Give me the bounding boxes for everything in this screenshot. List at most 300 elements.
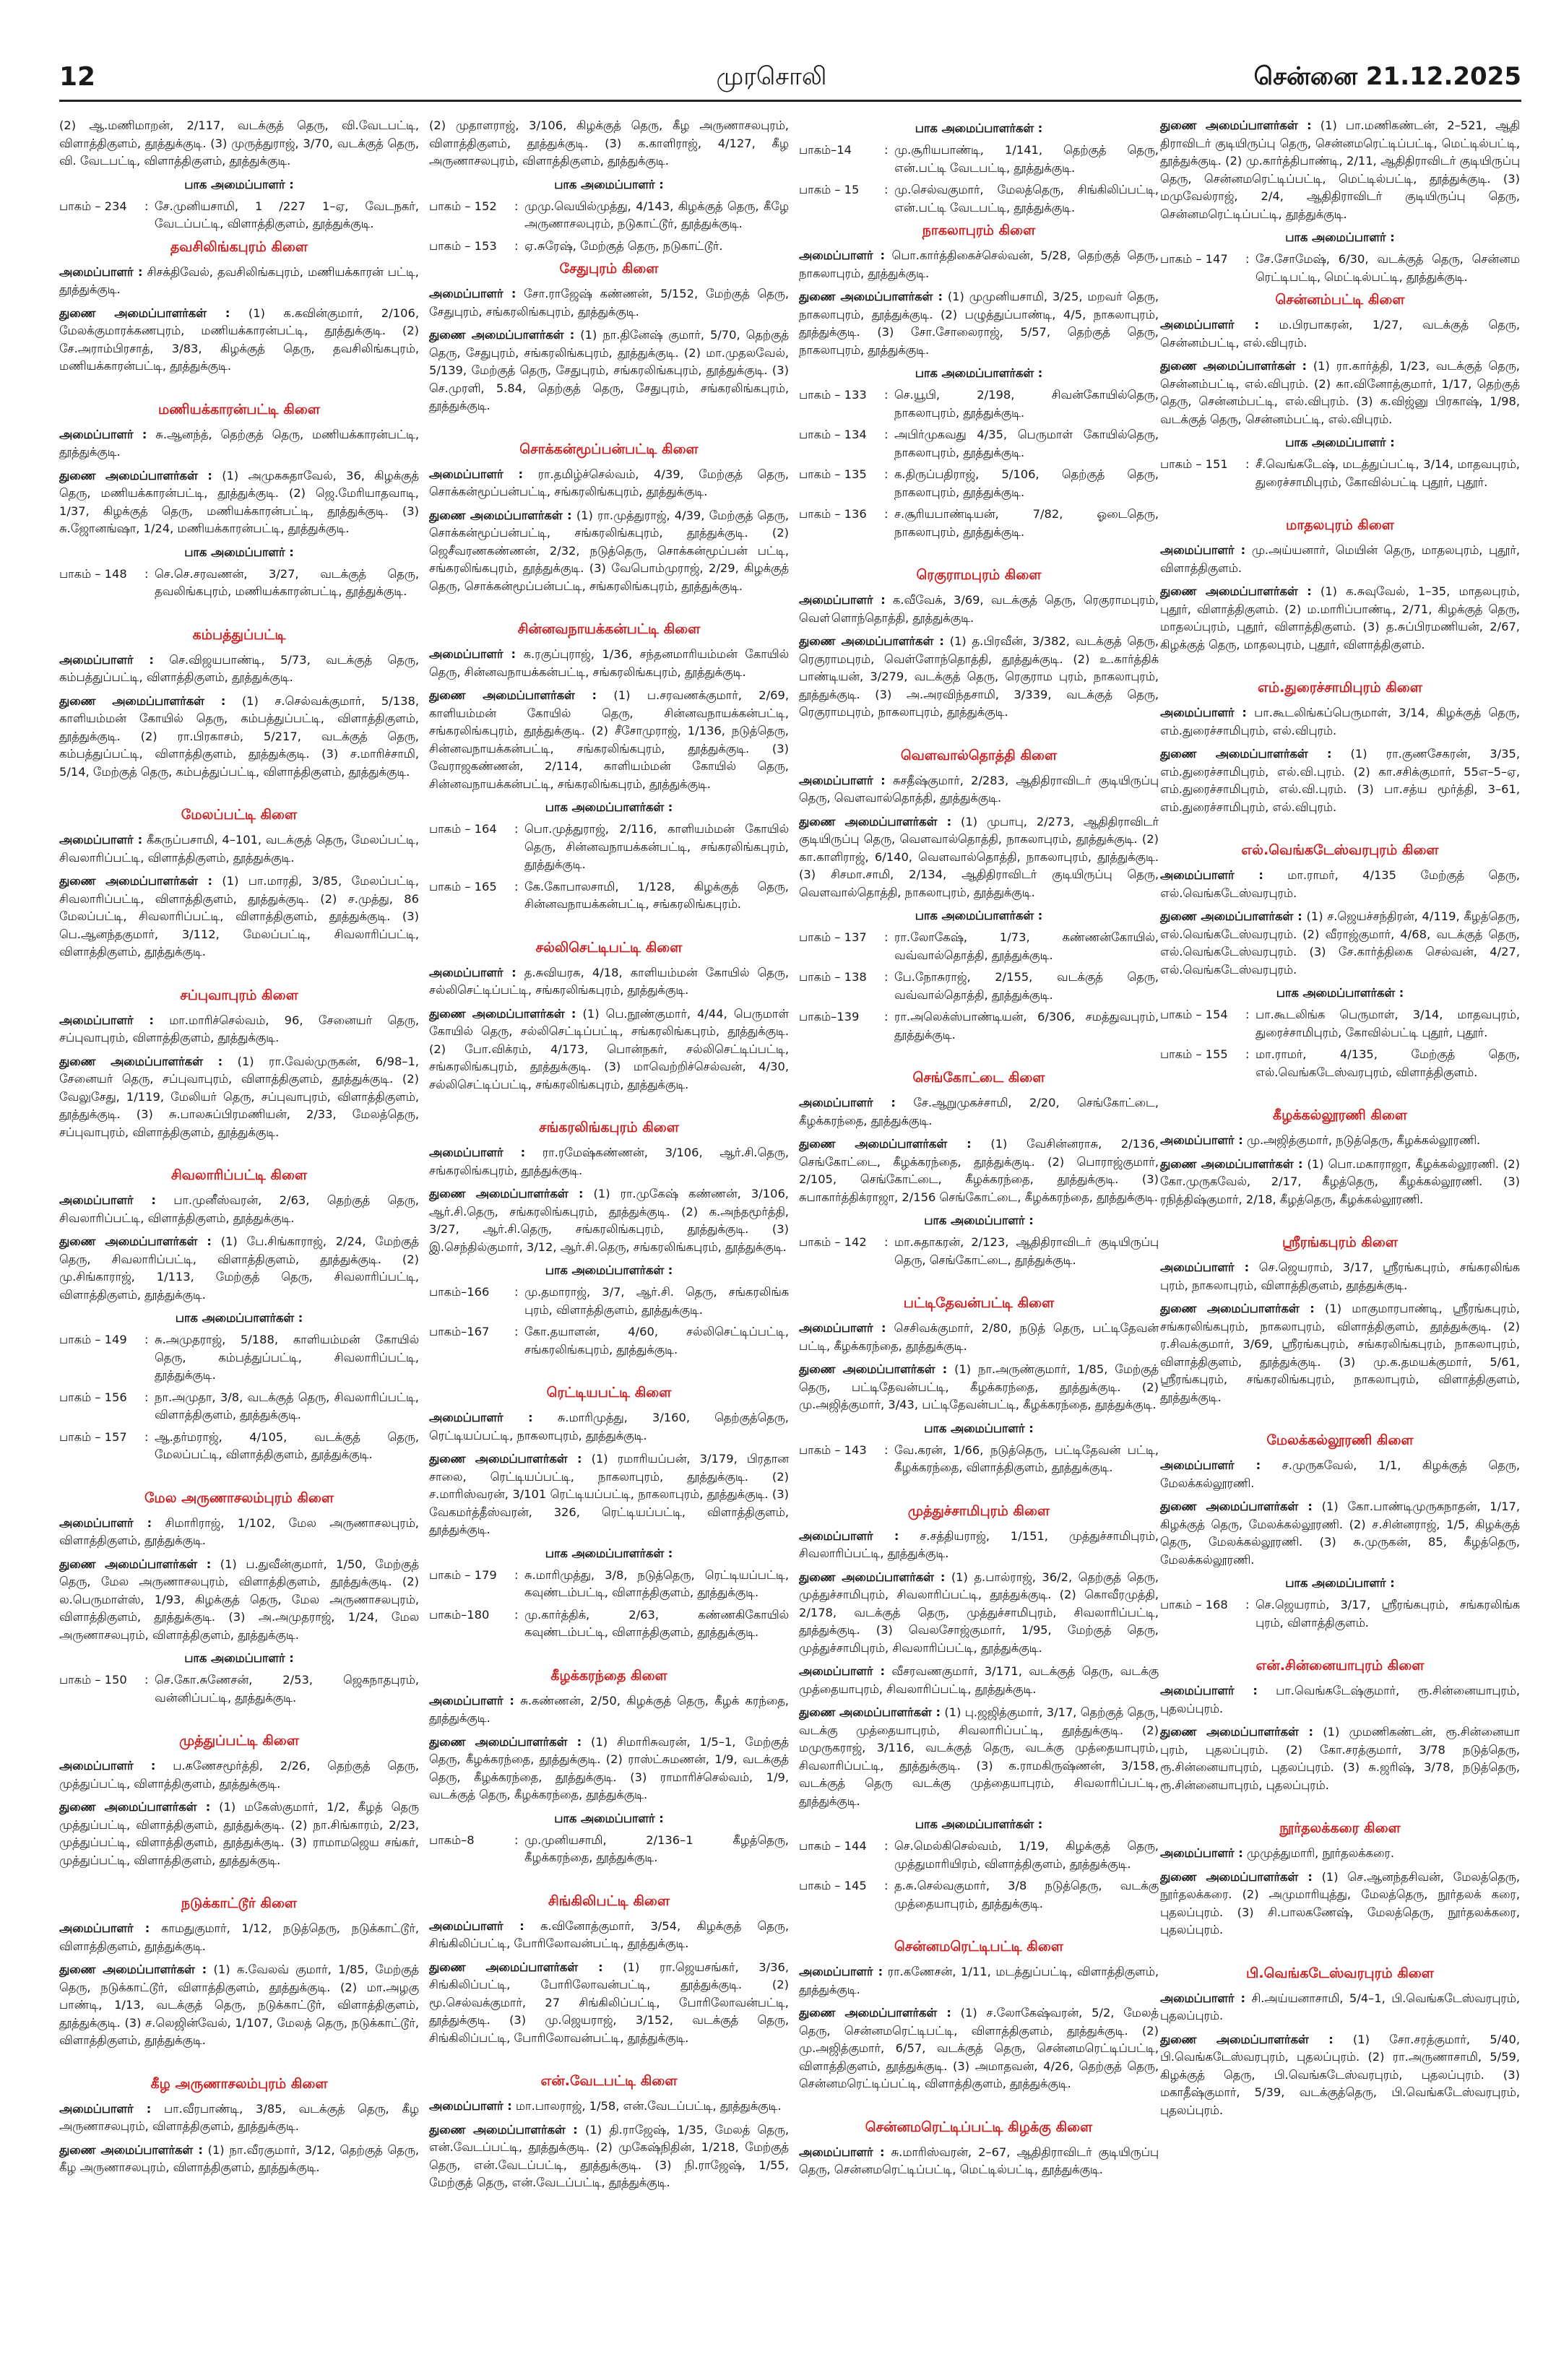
entry-paragraph [429,1005,789,1094]
role-label: அமைப்பாளர் : [59,427,147,441]
entry-text: (1) பு.ஜஜித்குமார், 3/17, தெற்குத் தெரு, வடக்கு முத்தையாபுரம், சிவலாரிப்பட்டி, தூத்துக்குடி. (2) மமுருகராஜ், 3/116, வடக்குத் தெரு, வடக்கு முத்தையாபுரம், சிவலாரிப்பட்டி, தூத்துக்குடி. (3) க.ராமகிருஷ்ணன், 3/158, வடக்குத் தெரு வடக்கு முத்தையாபுரம், சிவலாரிப்பட்டி, தூத்துக்குடி. [799,1705,1159,1808]
booth-entry: பொ.முத்துராஜ், 2/116, காளியம்மன் கோயில் தெரு, சின்னவநாயக்கன்பட்டி, சங்கரலிங்கபுரம், தூத்துக்குடி. [524,822,789,871]
branch-heading: சல்லிசெட்டிபட்டி கிளை [535,939,683,956]
role-label: அமைப்பாளர் : [799,2145,885,2159]
entry-paragraph [799,247,1159,282]
role-label: துணை அமைப்பாளர்கள் : [59,1800,211,1814]
entry-paragraph [59,652,419,687]
branch-heading: கம்பத்துப்பட்டி [192,626,286,643]
branch-section [1160,1656,1520,1794]
booth-colon: : [884,1839,889,1853]
branch-section [1160,1964,1520,2120]
booth-row [799,1234,1159,1269]
role-label: அமைப்பாளர் : [799,773,886,787]
entry-text: செ.விஜயபாண்டி, 5/73, வடக்குத் தெரு, கம்பத்துப்பட்டி, விளாத்திகுளம், தூத்துக்குடி. [59,652,419,684]
branch-heading: ரெகுராமபுரம் கிளை [916,567,1042,583]
role-label: அமைப்பாளர் : [59,1515,152,1530]
entry-paragraph [59,467,419,538]
booth-colon: : [884,143,889,157]
role-label: துணை அமைப்பாளர்கள் : [799,2006,951,2020]
header-rule [59,100,1521,102]
booth-row [429,878,789,914]
sub-heading: பாக அமைப்பாளர்கள் : [915,909,1043,922]
branch-heading: நடுக்காட்டூர் கிளை [181,1895,298,1911]
entry-text: (1) க.கவின்குமார், 2/106, மேலக்குமாரக்கணபுரம், மணியக்காரன்பட்டி, தூத்துக்குடி. (2) சே.அராம்பிரசாத், 3/83, கிழக்குத் தெரு, தவசிலிங்கபுரம், மணியக்காரன்பட்டி, தூத்துக்குடி. [59,306,419,373]
branch-section [59,1894,419,2050]
entry-text: (1) ச.லோகேஷ்வரன், 5/2, மேலத் தெரு, சென்னமரெட்டிபட்டி, விளாத்திகுளம், தூத்துக்குடி. (2) மு.அஜித்குமார், 6/57, வடக்குத் தெரு, சென்னமரெட்டிப்பட்டி, விளாத்திகுளம், தூத்துக்குடி. (3) அமாதவன், 4/26, தெற்குத் தெரு, சென்னமரெட்டிப்பட்டி, விளாத்திகுளம், தூத்துக்குடி. [799,2006,1159,2090]
entry-paragraph [59,1961,419,2050]
entry-text: ப.கணேசமூர்த்தி, 2/26, தெற்குத் தெரு, முத்துப்பட்டி, விளாத்திகுளம், தூத்துக்குடி. [59,1759,419,1791]
entry-text: (1) நா.தினேஷ் குமார், 5/70, தெற்குத் தெரு, சேதுபுரம், சங்கரலிங்கபுரம், தூத்துக்குடி. (2) மா.முதலவேல், 5/139, மேற்குத் தெரு, சேதுபுரம், சங்கரலிங்கபுரம், தூத்துக்குடி. (3) செ.முரளி, 5.84, தெற்குத் தெரு, சேதுபுரம், சங்கரலிங்கபுரம், தூத்துக்குடி. [429,328,789,412]
branch-section [59,986,419,1142]
entry-paragraph [799,1663,1159,1698]
entry-text: பொ.கார்த்திகைச்செல்வன், 5/28, தெற்குத் தெரு, நாகலாபுரம், தூத்துக்குடி. [799,248,1159,280]
booth-number: பாகம் – 143 [799,1442,867,1457]
entry-paragraph [429,117,789,170]
entry-paragraph [59,1012,419,1047]
booth-row [429,821,789,874]
entry-paragraph [59,1515,419,1550]
entry-paragraph [1160,1990,1520,2025]
booth-entry: சே.முனியசாமி, 1 /227 1–ஏ, வேடநகர், வேடப்பட்டி, விளாத்திகுளம், தூத்துக்குடி. [155,199,419,230]
sub-heading: பாக அமைப்பாளர்கள் : [1276,986,1404,1000]
branch-heading: கீழக்கல்லூரணி கிளை [1272,1107,1408,1123]
booth-entry: ச.சூரியபாண்டியன், 7/82, ஓடைதெரு, நாகலாபுரம், தூத்துக்குடி. [894,507,1159,539]
entry-text: (1) ப.துவீன்குமார், 1/50, மேற்குத் தெரு, மேல அருணாசலபுரம், விளாத்திகுளம், தூத்துக்குடி. (2) ல.பெருமாள்ஸ், 1/93, கிழக்குத் தெரு, மேல அருணாசலபுரம், விளாத்திகுளம், தூத்துக்குடி. (3) அ.அமுதராஜ், 1/24, மேல அருணாசலபுரம், விளாத்திகுளம், தூத்துக்குடி. [59,1557,419,1642]
entry-paragraph [799,2144,1159,2179]
entry-text: க.ரகுப்புராஜ், 1/36, சந்தனமாரியம்மன் கோயில் தெரு, சின்னவநாயக்கன்பட்டி, சங்கரலிங்கபுரம், தூத்துக்குடி. [429,647,789,679]
entry-text: (1) பெ.நூண்குமார், 4/44, பெருமாள் கோயில் தெரு, சல்லிசெட்டிப்பட்டி, சங்கரலிங்கபுரம், தூத்துக்குடி. (2) போ.விக்ரம், 4/173, பொன்நகர், சல்லிசெட்டிப்பட்டி, சங்கரலிங்கபுரம், தூத்துக்குடி. (3) மாவெற்றிச்செல்வன், 4/30, சல்லிசெட்டிப்பட்டி, சங்கரலிங்கபுரம், தூத்துக்குடி. [429,1006,789,1091]
booth-colon: : [884,428,889,441]
booth-colon: : [514,1325,519,1338]
booth-colon: : [884,1879,889,1892]
branch-section [59,1489,419,1708]
role-label: துணை அமைப்பாளர்கள் : [59,874,213,888]
entry-text: ம.பிரபாகரன், 1/27, வடக்குத் தெரு, சென்னம்பட்டி, எல்.விபுரம். [1160,318,1520,350]
sub-heading: பாக அமைப்பாளர்கள் : [915,121,1043,135]
role-label: அமைப்பாளர் : [1160,1458,1261,1472]
role-label: அமைப்பாளர் : [799,248,886,262]
branch-heading: மேலக்கல்லூரணி கிளை [1266,1432,1414,1448]
entry-paragraph [1160,316,1520,352]
entry-text: சுசதீஷ்குமார், 2/283, ஆதிதிராவிடர் குடியிருப்பு தெரு, வெளவால்தொத்தி, தூத்துக்குடி. [799,773,1159,805]
booth-row [799,142,1159,177]
entry-paragraph [799,772,1159,808]
entry-paragraph [1160,117,1520,223]
branch-heading: ரெட்டியபட்டி கிளை [546,1385,672,1401]
role-label: அமைப்பாளர் : [429,1411,533,1424]
entry-text: சோ.ராஜேஷ் கண்ணன், 5/152, மேற்குத் தெரு, சேதுபுரம், சங்கரலிங்கபுரம், தூத்துக்குடி. [429,287,789,319]
role-label: துணை அமைப்பாளர்கள் : [429,1734,582,1749]
branch-section [799,1294,1159,1477]
entry-paragraph [59,1233,419,1304]
sub-heading: பாக அமைப்பாளர்கள் : [545,1546,673,1560]
role-label: துணை அமைப்பாளர்கள் : [1160,909,1302,923]
booth-row [799,1442,1159,1477]
booth-row [799,506,1159,541]
branch-heading: எல்.வெங்கடேஸ்வரபுரம் கிளை [1241,842,1439,858]
role-label: துணை அமைப்பாளர்கள் : [59,2142,203,2157]
branch-heading: என்.வேடபட்டி கிளை [540,2073,678,2089]
role-label: துணை அமைப்பாளர்கள் : [59,306,230,320]
booth-number: பாகம்–8 [429,1832,475,1847]
branch-section [429,620,789,914]
column-1 [59,117,419,2360]
role-label: அமைப்பாளர் : [799,1965,883,1978]
branch-heading: பட்டிதேவன்பட்டி கிளை [903,1295,1055,1311]
role-label: அமைப்பாளர் : [1160,1133,1243,1147]
booth-number: பாகம் – 142 [799,1235,867,1249]
entry-paragraph [1160,1869,1520,1939]
booth-number: பாகம் – 150 [59,1673,127,1687]
booth-entry: பே.நோசுராஜ், 2/155, வடக்குத் தெரு, வவ்வால்தொத்தி, தூத்துக்குடி. [894,970,1159,1002]
role-label: துணை அமைப்பாளர்கள் : [59,693,226,708]
entry-text: காமதுகுமார், 1/12, நடுத்தெரு, நடுக்காட்டூர், விளாத்திகுளம், தூத்துக்குடி. [59,1921,419,1953]
entry-text: (1) த.பால்ராஜ், 36/2, தெற்குத் தெரு, முத்துச்சாமிபுரம், சிவலாரிப்பட்டி, தூத்துக்குடி. (2) கொவீரமுத்தி, 2/178, வடக்குத் தெரு, முத்துச்சாமிபுரம், சிவலாரிப்பட்டி, தூத்துக்குடி. (3) வெலசோஜ்குமார், 1/95, மேற்குத் தெரு, முத்துச்சாமிபுரம், சிவலாரிப்பட்டி, தூத்துக்குடி. [799,1570,1159,1655]
branch-section [429,440,789,596]
entry-text: மா.பாலராஜ், 1/58, என்.வேடப்பட்டி, தூத்துக்குடி. [515,2099,782,2113]
booth-entry: சே.சோமேஷ், 6/30, வடக்குத் தெரு, சென்னம ரெட்டிபட்டி, மெட்டில்பட்டி, தூத்துக்குடி. [1255,252,1520,284]
role-label: அமைப்பாளர் : [1160,1260,1250,1274]
entry-text: சு.ஆனந்த், தெற்குத் தெரு, மணியக்காரன்பட்டி, தூத்துக்குடி. [59,427,419,459]
entry-text: மா.மாரிச்செல்வம், 96, சேனையர் தெரு, சப்புவாபுரம், விளாத்திகுளம், தூத்துக்குடி. [59,1013,419,1044]
role-label: துணை அமைப்பாளர்கள் : [429,1960,603,1974]
role-label: துணை அமைப்பாளர்கள் : [1160,747,1332,761]
entry-paragraph [429,964,789,1000]
branch-section [429,259,789,415]
branch-section [1160,1106,1520,1208]
branch-section [1160,290,1520,491]
role-label: துணை அமைப்பாளர்கள் : [429,1187,584,1200]
entry-text: ரா.தமிழ்ச்செல்வம், 4/39, மேற்குத் தெரு, சொக்கன்மூப்பன்பட்டி, சங்கரலிங்கபுரம், தூத்துக்குடி. [429,467,789,498]
role-label: துணை அமைப்பாளர்கள் : [1160,1869,1313,1884]
sub-heading: பாக அமைப்பாளர் : [924,1213,1034,1227]
booth-row [799,426,1159,462]
sub-heading: பாக அமைப்பாளர் : [554,177,664,191]
branch-heading: பி.வெங்கடேஸ்வரபுரம் கிளை [1246,1965,1434,1981]
entry-text: சு.மாரிஸ்வரன், 2–67, ஆதிதிராவிடர் குடியிருப்பு தெரு, சென்னமரெட்டிப்பட்டி, மெட்டில்பட்டி, தூத்துக்குடி. [799,2145,1159,2176]
role-label: துணை அமைப்பாளர்கள் : [1160,1302,1315,1315]
role-label: துணை அமைப்பாளர்கள் : [429,508,572,522]
booth-entry: சு.அமுதராஜ், 5/188, காளியம்மன் கோயில் தெரு, கம்பத்துப்பட்டி, சிவலாரிப்பட்டி, தூத்துக்குடி. [155,1333,419,1382]
branch-heading: கீழக்கரந்தை கிளை [550,1667,667,1684]
entry-text: ரா.ரமேஷ்கண்ணன், 3/106, ஆர்.சி.தெரு, சங்கரலிங்கபுரம், தூத்துக்குடி. [429,1146,789,1177]
entry-paragraph [799,1094,1159,1130]
booth-row [799,466,1159,501]
branch-heading: சேதுபுரம் கிளை [559,261,659,277]
role-label: துணை அமைப்பாளர்கள் : [1160,1156,1303,1171]
entry-paragraph [429,1409,789,1445]
entry-text: சி.அய்யனாசாமி, 5/4–1, பி.வெங்கடேஸ்வரபுரம், புதலப்புரம். [1160,1991,1520,2022]
branch-heading: முத்துச்சாமிபுரம் கிளை [907,1502,1050,1519]
role-label: துணை அமைப்பாளர்கள் : [1160,584,1312,598]
booth-row [429,1323,789,1359]
booth-number: பாகம் – 137 [799,930,867,944]
branch-heading: நாகலாபுரம் கிளை [922,222,1036,238]
booth-row [429,1606,789,1642]
entry-text: (1) வேசின்னராசு, 2/136, செங்கோட்டை, கீழக்கரந்தை, தூத்துக்குடி. (2) பொராஜ்குமார், 2/105, செங்கோட்டை, கீழக்கரந்தை, தூத்துக்குடி. (3) சுபாகார்த்திக்ராஜா, 2/156 செங்கோட்டை, கீழக்கரந்தை, தூத்துக்குடி. [799,1137,1159,1204]
entry-text: (1) ரா.கார்த்தி, 1/23, வடக்குத் தெரு, சென்னம்பட்டி, எல்.விபுரம். (2) கா.வினோத்குமார், 1/17, தெற்குத் தெரு, சென்னம்பட்டி, எல்.விபுரம். (3) க.விஜ்னு பிரகாஷ், 1/98, வடக்குத் தெரு, சென்னம்பட்டி, எல்.விபுரம். [1160,359,1520,426]
entry-paragraph [799,1528,1159,1563]
branch-heading: கீழ அருணாசலம்புரம் கிளை [150,2075,328,2092]
entry-text: (1) ப.சரவணக்குமார், 2/69, காளியம்மன் கோயில் தெரு, சின்னவநாயக்கன்பட்டி, சங்கரலிங்கபுரம், தூத்துக்குடி. (2) சீசோமுராஜ், 1/136, நடுத்தெரு, சின்னவநாயக்கன்பட்டி, சங்கரலிங்கபுரம், தூத்துக்குடி. (3) வேராஜகண்ணன், 2/114, காளியம்மன் கோயில் தெரு, சின்னவநாயக்கன்பட்டி, சங்கரலிங்கபுரம், தூத்துக்குடி. [429,688,789,791]
booth-entry: ஏ.சுரேஷ், மேற்குத் தெரு, நடுகாட்டூர். [524,238,723,253]
entry-paragraph [799,1361,1159,1414]
entry-paragraph [59,1757,419,1793]
booth-number: பாகம் – 152 [429,199,497,213]
entry-paragraph [1160,745,1520,816]
entry-text: மு.அஜித்குமார், நடுத்தெரு, கீழக்கல்லூரணி. [1246,1133,1481,1147]
entry-text: (1) மகேஸ்குமார், 1/2, கீழத் தெரு முத்துப்பட்டி, விளாத்திகுளம், தூத்துக்குடி. (2) நா.சிங்காரம், 2/23, முத்துப்பட்டி, விளாத்திகுளம், தூத்துக்குடி. (3) ராமாமஜெய சங்கர், முத்துப்பட்டி, விளாத்திகுளம், தூத்துக்குடி. [59,1800,419,1867]
booth-entry: ஆ.தர்மராஜ், 4/105, வடக்குத் தெரு, மேலப்பட்டி, விளாத்திகுளம், தூத்துக்குடி. [155,1429,419,1461]
sub-heading: பாக அமைப்பாளர் : [1285,436,1395,449]
booth-row [59,1429,419,1464]
branch-heading: என்.சின்னையாபுரம் கிளை [1255,1658,1425,1674]
entry-paragraph [429,1692,789,1728]
role-label: துணை அமைப்பாளர்கள் : [429,328,575,342]
role-label: அமைப்பாளர் : [799,593,886,607]
entry-text: (1) பே.சிங்காராஜ், 2/24, மேற்குத் தெரு, சிவலாரிப்பட்டி, விளாத்திகுளம், தூத்துக்குடி. (2) மு.சிங்காராஜ், 1/113, மேற்குத் தெரு, சிவலாரிப்பட்டி, விளாத்திகுளம், தூத்துக்குடி. [59,1234,419,1302]
booth-row [1160,456,1520,491]
entry-text: (1) நா.அருண்குமார், 1/85, மேற்குத் தெரு, பட்டிதேவன்பட்டி, கீழக்கரந்தை, தூத்துக்குடி. (2) மு.அஜித்குமார், 3/43, பட்டிதேவன்பட்டி, கீழக்கரந்தை, தூத்துக்குடி. [799,1362,1159,1411]
booth-entry: மு.சூரியபாண்டி, 1/141, தெற்குத் தெரு, என்.பட்டி வேடபட்டி, தூத்துக்குடி. [894,143,1159,175]
entry-text: (1) ச.ஜெயச்சந்திரன், 4/119, கீழத்தெரு, எல்.வெங்கடேஸ்வரபுரம். (2) வீராஜ்குமார், 4/68, வடக்குத் தெரு, எல்.வெங்கடேஸ்வரபுரம். (3) சே.கார்த்திகை செல்வன், 4/27, எல்.வெங்கடேஸ்வரபுரம். [1160,909,1520,977]
role-label: துணை அமைப்பாளர்கள் : [799,634,944,648]
entry-paragraph [799,1704,1159,1810]
entry-text: பா.கூடலிங்கப்பெருமாள், 3/14, கிழக்குத் தெரு, எம்.துரைச்சாமிபுரம், எல்.விபுரம். [1160,706,1520,737]
entry-paragraph [429,1185,789,1256]
entry-paragraph [59,831,419,867]
branch-section [429,1666,789,1867]
branch-section [799,746,1159,1044]
branch-section [1160,841,1520,1081]
booth-number: பாகம் – 154 [1160,1008,1228,1021]
branch-heading: சங்கரலிங்கபுரம் கிளை [539,1120,679,1135]
role-label: அமைப்பாளர் : [59,1759,156,1773]
entry-text: ச.சத்தியராஜ், 1/151, முத்துச்சாமிபுரம், சிவலாரிப்பட்டி, தூத்துக்குடி. [799,1528,1159,1560]
booth-row [799,969,1159,1004]
booth-number: பாகம்–180 [429,1607,490,1622]
booth-colon: : [884,970,889,984]
branch-section [429,938,789,1094]
booth-number: பாகம் – 134 [799,428,867,441]
entry-text: (1) ரா.குணசேகரன், 3/35, எம்.துரைச்சாமிபுரம், எல்.வி.புரம். (2) கா.சசிக்குமார், 55எ–5–ஏ, எம்.துரைச்சாமிபுரம், எல்.வி.புரம். (3) பா.சத்ய மூர்த்தி, 3–61, எம்.துரைச்சாமிபுரம், எல்.விபுரம். [1160,747,1520,814]
branch-heading: மணியக்காரன்பட்டி கிளை [157,401,320,417]
entry-paragraph [59,1920,419,1955]
entry-text: ரா.கணேசன், 1/11, மடத்துப்பட்டி, விளாத்திகுளம், தூத்துக்குடி. [799,1965,1159,1996]
entry-text: (1) நா.வீரகுமார், 3/12, தெற்குத் தெரு, கீழ அருணாசலபுரம், விளாத்திகுளம், தூத்துக்குடி. [59,2142,419,2174]
entry-paragraph [59,2142,419,2177]
booth-colon: : [144,566,149,581]
entry-text: பா.வெங்கடேஷ்குமார், ரூ.சின்னையாபுரம், புதலப்புரம். [1160,1684,1520,1715]
booth-colon: : [514,1567,519,1582]
role-label: அமைப்பாளர் : [799,1321,886,1335]
booth-entry: த.சு.செல்வகுமார், 3/8 நடுத்தெரு, வடக்கு முத்தையாபுரம், தூத்துக்குடி. [894,1879,1159,1911]
booth-row [59,566,419,601]
entry-text: (1) பொ.மகாராஜா, கீழக்கல்லூரணி. (2) கோ.முருகவேல், 2/17, கீழத்தெரு, கீழக்கல்லூரணி. (3) ரநித்திஷ்குமார், 2/18, கீழத்தெரு, கீழக்கல்லூரணி. [1160,1156,1520,1206]
entry-text: (1) ரா.வேல்முருகன், 6/98–1, சேனையர் தெரு, சப்புவாபுரம், விளாத்திகுளம், தூத்துக்குடி. (2) வேலுசேது, 1/119, மேலியர் தெரு, சப்புவாபுரம், விளாத்திகுளம், தூத்துக்குடி. (3) சு.பாலசுப்பிரமணியன், 2/33, மேலத்தெரு, சப்புவாபுரம், விளாத்திகுளம், தூத்துக்குடி. [59,1054,419,1139]
booth-entry: செ.மெல்கிசெல்வம், 1/19, கிழக்குத் தெரு, முத்துமாரியிரம், விளாத்திகுளம், தூத்துக்குடி. [894,1839,1159,1871]
role-label: அமைப்பாளர் : [429,647,517,661]
entry-paragraph [1160,358,1520,428]
entry-text: (1) க.சுவுவேல், 1–35, மாதலபுரம், புதூர், விளாத்திகுளம். (2) ம.மாரிப்பாண்டி, 2/71, கிழக்குத் தெரு, மாதலப்புரம், புதூர், விளாத்திகுளம். (3) த.சுப்பிரமணியன், 2/67, கிழக்குத் தெரு, மாதலபுரம், புதூர், விளாத்திகுளம். [1160,584,1520,652]
sub-heading: பாக அமைப்பாளர் : [184,177,294,191]
entry-paragraph [1160,1845,1520,1863]
branch-heading: சிங்கிலிபட்டி கிளை [548,1892,670,1909]
booth-entry: செ.யூபி, 2/198, சிவன்கோயில்தெரு, நாகலாபுரம், தூத்துக்குடி. [894,388,1159,420]
entry-paragraph [429,1959,789,2048]
entry-text: (1) முபாபு, 2/273, ஆதிதிராவிடர் குடியிருப்பு தெரு, வெளவால்தொத்தி, நாகலாபுரம், தூத்துக்குடி. (2) கா.காளிராஜ், 6/140, வெளவால்தொத்தி, நாகலாபுரம், தூத்துக்குடி. (3) சிசமா.சாமி, 2/134, ஆதிதிராவிடர் குடியிருப்பு தெரு, வெளவால்தொத்தி, நாகலாபுரம், தூத்துக்குடி. [799,814,1159,899]
entry-paragraph [429,687,789,793]
booth-entry: மா.ராமர், 4/135, மேற்குத் தெரு, எல்.வெங்கடேஸ்வரபுரம், விளாத்திகுளம். [1255,1047,1520,1079]
entry-paragraph [1160,1682,1520,1718]
branch-section [1160,516,1520,654]
entry-paragraph [1160,1132,1520,1150]
branch-heading: சென்னமரெட்டிப்பட்டி கிழக்கு கிளை [865,2119,1093,2135]
booth-row [1160,251,1520,286]
entry-paragraph [1160,908,1520,979]
column-3 [799,117,1159,2360]
entry-text: பா.வீரபாண்டி, 3/85, வடக்குத் தெரு, கீழ அருணாசலபுரம், விளாத்திகுளம், தூத்துக்குடி. [59,2101,419,2133]
booth-colon: : [884,1010,889,1024]
role-label: அமைப்பாளர் : [59,1013,154,1027]
booth-entry: வே.கரன், 1/66, நடுத்தெரு, பட்டிதேவன் பட்டி, கீழக்கரந்தை, விளாத்திகுளம், தூத்துக்குடி. [894,1442,1159,1474]
booth-row [59,1389,419,1424]
entry-paragraph [799,633,1159,722]
booth-number: பாகம் – 15 [799,183,860,196]
entry-text: சிசக்திவேல், தவசிலிங்கபுரம், மணியக்காரன் பட்டி, தூத்துக்குடி. [59,264,419,296]
branch-section [799,1937,1159,2093]
booth-row [799,1838,1159,1873]
entry-paragraph [429,1144,789,1180]
booth-colon: : [144,199,149,213]
booth-colon: : [144,1390,149,1404]
entry-paragraph [1160,867,1520,902]
role-label: அமைப்பாளர் : [59,1193,156,1207]
booth-colon: : [514,822,519,836]
role-label: அமைப்பாளர் : [799,1096,896,1109]
booth-row [429,1832,789,1867]
branch-section [59,2074,419,2177]
branch-section [799,566,1159,722]
booth-row [429,1284,789,1319]
entry-text: (1) பா.மணிகண்டன், 2–521, ஆதி திராவிடர் குடியிருப்பு தெரு, சென்னமரெட்டிப்பட்டி, மெட்டில்பட்டி, தூத்துக்குடி. (2) மு.கார்த்திபாண்டி, 2/11, ஆதிதிராவிடர் குடியிருப்பு தெரு, சென்னமரெட்டிப்பட்டி, மெட்டில்பட்டி, தூத்துக்குடி. (3) மமுவேல்ராஜ், 2/4, ஆதிதிராவிடர் குடியிருப்பு தெரு, சென்னமரெட்டிப்பட்டி, தூத்துக்குடி. [1160,118,1520,221]
booth-colon: : [884,467,889,481]
booth-row [799,929,1159,964]
booth-colon: : [514,199,519,213]
branch-section [59,1731,419,1869]
booth-row [59,1331,419,1385]
entry-paragraph [799,813,1159,902]
page-header [0,0,1543,101]
role-label: துணை அமைப்பாளர்கள் : [59,1054,223,1068]
booth-number: பாகம்–167 [429,1325,490,1338]
entry-paragraph [799,1320,1159,1355]
booth-row [799,1008,1159,1044]
entry-text: க.வினோத்குமார், 3/54, கிழக்குத் தெரு, சிங்கிலிப்பட்டி, போரிலோவன்பட்டி, தூத்துக்குடி. [429,1918,789,1950]
entry-text: (1) கோ.பாண்டிமுருகநாதன், 1/17, கிழக்குத் தெரு, மேலக்கல்லூரணி. (2) ச.சின்னராஜ், 1/5, கிழக்குத் தெரு, மேலக்கல்லூரணி. (3) சு.முருகன், 85, கீழத்தெரு, மேலக்கல்லூரணி. [1160,1500,1520,1567]
booth-colon: : [144,1333,149,1346]
role-label: அமைப்பாளர் : [1160,543,1246,557]
role-label: துணை அமைப்பாளர்கள் : [799,290,943,303]
role-label: துணை அமைப்பாளர்கள் : [59,1234,212,1248]
entry-paragraph [429,507,789,596]
booth-number: பாகம் – 147 [1160,252,1228,266]
entry-paragraph [429,2098,789,2116]
entry-paragraph [1160,704,1520,740]
booth-number: பாகம் – 148 [59,566,127,581]
sub-heading: பாக அமைப்பாளர் : [1285,1576,1395,1590]
role-label: துணை அமைப்பாளர்கள் : [1160,359,1308,373]
sub-heading: பாக அமைப்பாளர்கள் : [545,1263,673,1277]
entry-paragraph [1160,1156,1520,1209]
branch-section [1160,1233,1520,1406]
role-label: துணை அமைப்பாளர்கள் : [59,1963,207,1976]
role-label: அமைப்பாளர் : [799,1528,899,1543]
entry-text: செ.ஜெயராம், 3/17, ஸ்ரீரங்கபுரம், சங்கரலிங்க புரம், நாகலாபுரம், விளாத்திகுளம், தூத்துக்குடி. [1160,1260,1520,1292]
booth-entry: கே.கோபாலசாமி, 1/128, கிழக்குத் தெரு, சின்னவநாயக்கன்பட்டி, சங்கரலிங்கபுரம். [524,879,789,911]
role-label: துணை அமைப்பாளர்கள் : [799,1705,941,1719]
entry-paragraph [59,873,419,961]
branch-section [799,221,1159,541]
branch-section [1160,678,1520,816]
entry-text: சிமாரிராஜ், 1/102, மேல அருணாசலபுரம், விளாத்திகுளம், தூத்துக்குடி. [59,1515,419,1547]
role-label: துணை அமைப்பாளர்கள் : [799,1362,948,1376]
entry-text: (1) முமணிகண்டன், ரூ.சின்னையா புரம், புதலப்புரம். (2) கோ.சரத்குமார், 3/78 நடுத்தெரு, ரூ.சின்னையாபுரம், புதலப்புரம். (3) சு.ஜரிஷ், 3/78, நடுத்தெரு, ரூ.சின்னையாபுரம், புதலப்புரம். [1160,1725,1520,1792]
branch-section [429,2072,789,2192]
column-4 [1160,117,1520,2360]
entry-text: சு.கண்ணன், 2/50, கிழக்குத் தெரு, கீழக் கரந்தை, தூத்துக்குடி. [429,1693,789,1725]
entry-text: (1) தி.ராஜேஷ், 1/35, மேலத் தெரு, என்.வேடப்பட்டி, தூத்துக்குடி. (2) முகேஷ்நிதின், 1/218, மேற்குத் தெரு, என்.வேடப்பட்டி, தூத்துக்குடி. (3) நி.ராஜேஷ், 1/55, மேற்குத் தெரு, என்.வேடப்பட்டி, தூத்துக்குடி. [429,2122,789,2189]
booth-number: பாகம் – 234 [59,199,127,213]
entry-paragraph [1160,1259,1520,1294]
entry-text: (1) ரமாரியப்பன், 3/179, பிரதான சாலை, ரெட்டியப்பட்டி, நாகலாபுரம், தூத்துக்குடி. (2) ச.மாரிஸ்வரன், 3/101 ரெட்டியப்பட்டி, நாகலாபுரம், தூத்துக்குடி. (3) வேகமர்த்தீஸ்வரன், 326, ரெட்டியப்பட்டி, விளாத்திகுளம், தூத்துக்குடி. [429,1452,789,1536]
branch-heading: சென்னம்பட்டி கிளை [1275,292,1405,308]
booth-row [429,1567,789,1602]
branch-section [799,2118,1159,2179]
branch-section [429,1118,789,1359]
entry-paragraph [59,1799,419,1869]
role-label: அமைப்பாளர் : [59,2101,152,2116]
entry-text: மா.ராமர், 4/135 மேற்குத் தெரு, எல்.வெங்கடேஸ்வரபுரம். [1160,868,1520,900]
booth-entry: அபிர்முகவது 4/35, பெருமாள் கோயில்தெரு, நாகலாபுரம், தூத்துக்குடி. [894,428,1159,459]
branch-heading: சப்புவாபுரம் கிளை [180,987,298,1003]
booth-colon: : [884,1235,889,1249]
sub-heading: பாக அமைப்பாளர்கள் : [915,366,1043,380]
entry-text: (1) க.வேலவ் குமார், 1/85, மேற்குத் தெரு, நடுக்காட்டூர், விளாத்திகுளம், தூத்துக்குடி. (2) மா.அழகு பாண்டி, 1/13, வடக்குத் தெரு, நடுக்காட்டூர், விளாத்திகுளம், தூத்துக்குடி. (3) ச.லெஜின்வேல், 1/107, மேலத் தெரு, நடுக்காட்டூர், விளாத்திகுளம், தூத்துக்குடி. [59,1963,419,2047]
booth-colon: : [514,1832,519,1847]
branch-heading: வெளவால்தொத்தி கிளை [900,747,1058,763]
role-label: அமைப்பாளர் : [429,1918,524,1933]
booth-number: பாகம் – 151 [1160,457,1228,471]
entry-text: (1) ரா.முத்துராஜ், 4/39, மேற்குத் தெரு, சொக்கன்மூப்பன்பட்டி, சங்கரலிங்கபுரம், தூத்துக்குடி. (2) ஜெசீவரணகண்ணன், 2/32, நடுத்தெரு, சொக்கன்மூப்பன் பட்டி, சங்கரலிங்கபுரம், தூத்துக்குடி. (3) வேபொம்முராஜ், 2/29, கிழக்குத் தெரு, சொக்கன்மூப்பன்பட்டி, சங்கரலிங்கபுரம், தூத்துக்குடி. [429,508,789,593]
entry-paragraph [799,1135,1159,1206]
booth-colon: : [1245,457,1250,471]
booth-colon: : [884,507,889,521]
entry-paragraph [429,2121,789,2192]
entry-text: (1) சோ.சரத்குமார், 5/40, பி.வெங்கடேஸ்வரபுரம், புதலப்புரம். (2) ரா.அருணாசாமி, 5/59, கிழக்குத் தெரு, பி.வெங்கடேஸ்வரபுரம், புதலப்புரம். (3) மகாதீஷ்குமார், 5/39, வடக்குத்தெரு, பி.வெங்கடேஸ்வரபுரம், புதலப்புரம். [1160,2032,1520,2117]
branch-heading: தவசிலிங்கபுரம் கிளை [170,238,308,255]
role-label: துணை அமைப்பாளர்கள் : [59,1557,212,1571]
entry-paragraph [429,466,789,501]
entry-paragraph [799,1963,1159,1999]
newspaper-title: முரசொலி [716,62,827,91]
booth-number: பாகம்–14 [799,143,852,157]
entry-paragraph [799,288,1159,359]
booth-number: பாகம் – 144 [799,1839,867,1853]
booth-entry: க.திருப்பதிராஜ், 5/106, தெற்குத் தெரு, நாகலாபுரம், தூத்துக்குடி. [894,467,1159,499]
sub-heading: பாக அமைப்பாளர்கள் : [915,1817,1043,1831]
